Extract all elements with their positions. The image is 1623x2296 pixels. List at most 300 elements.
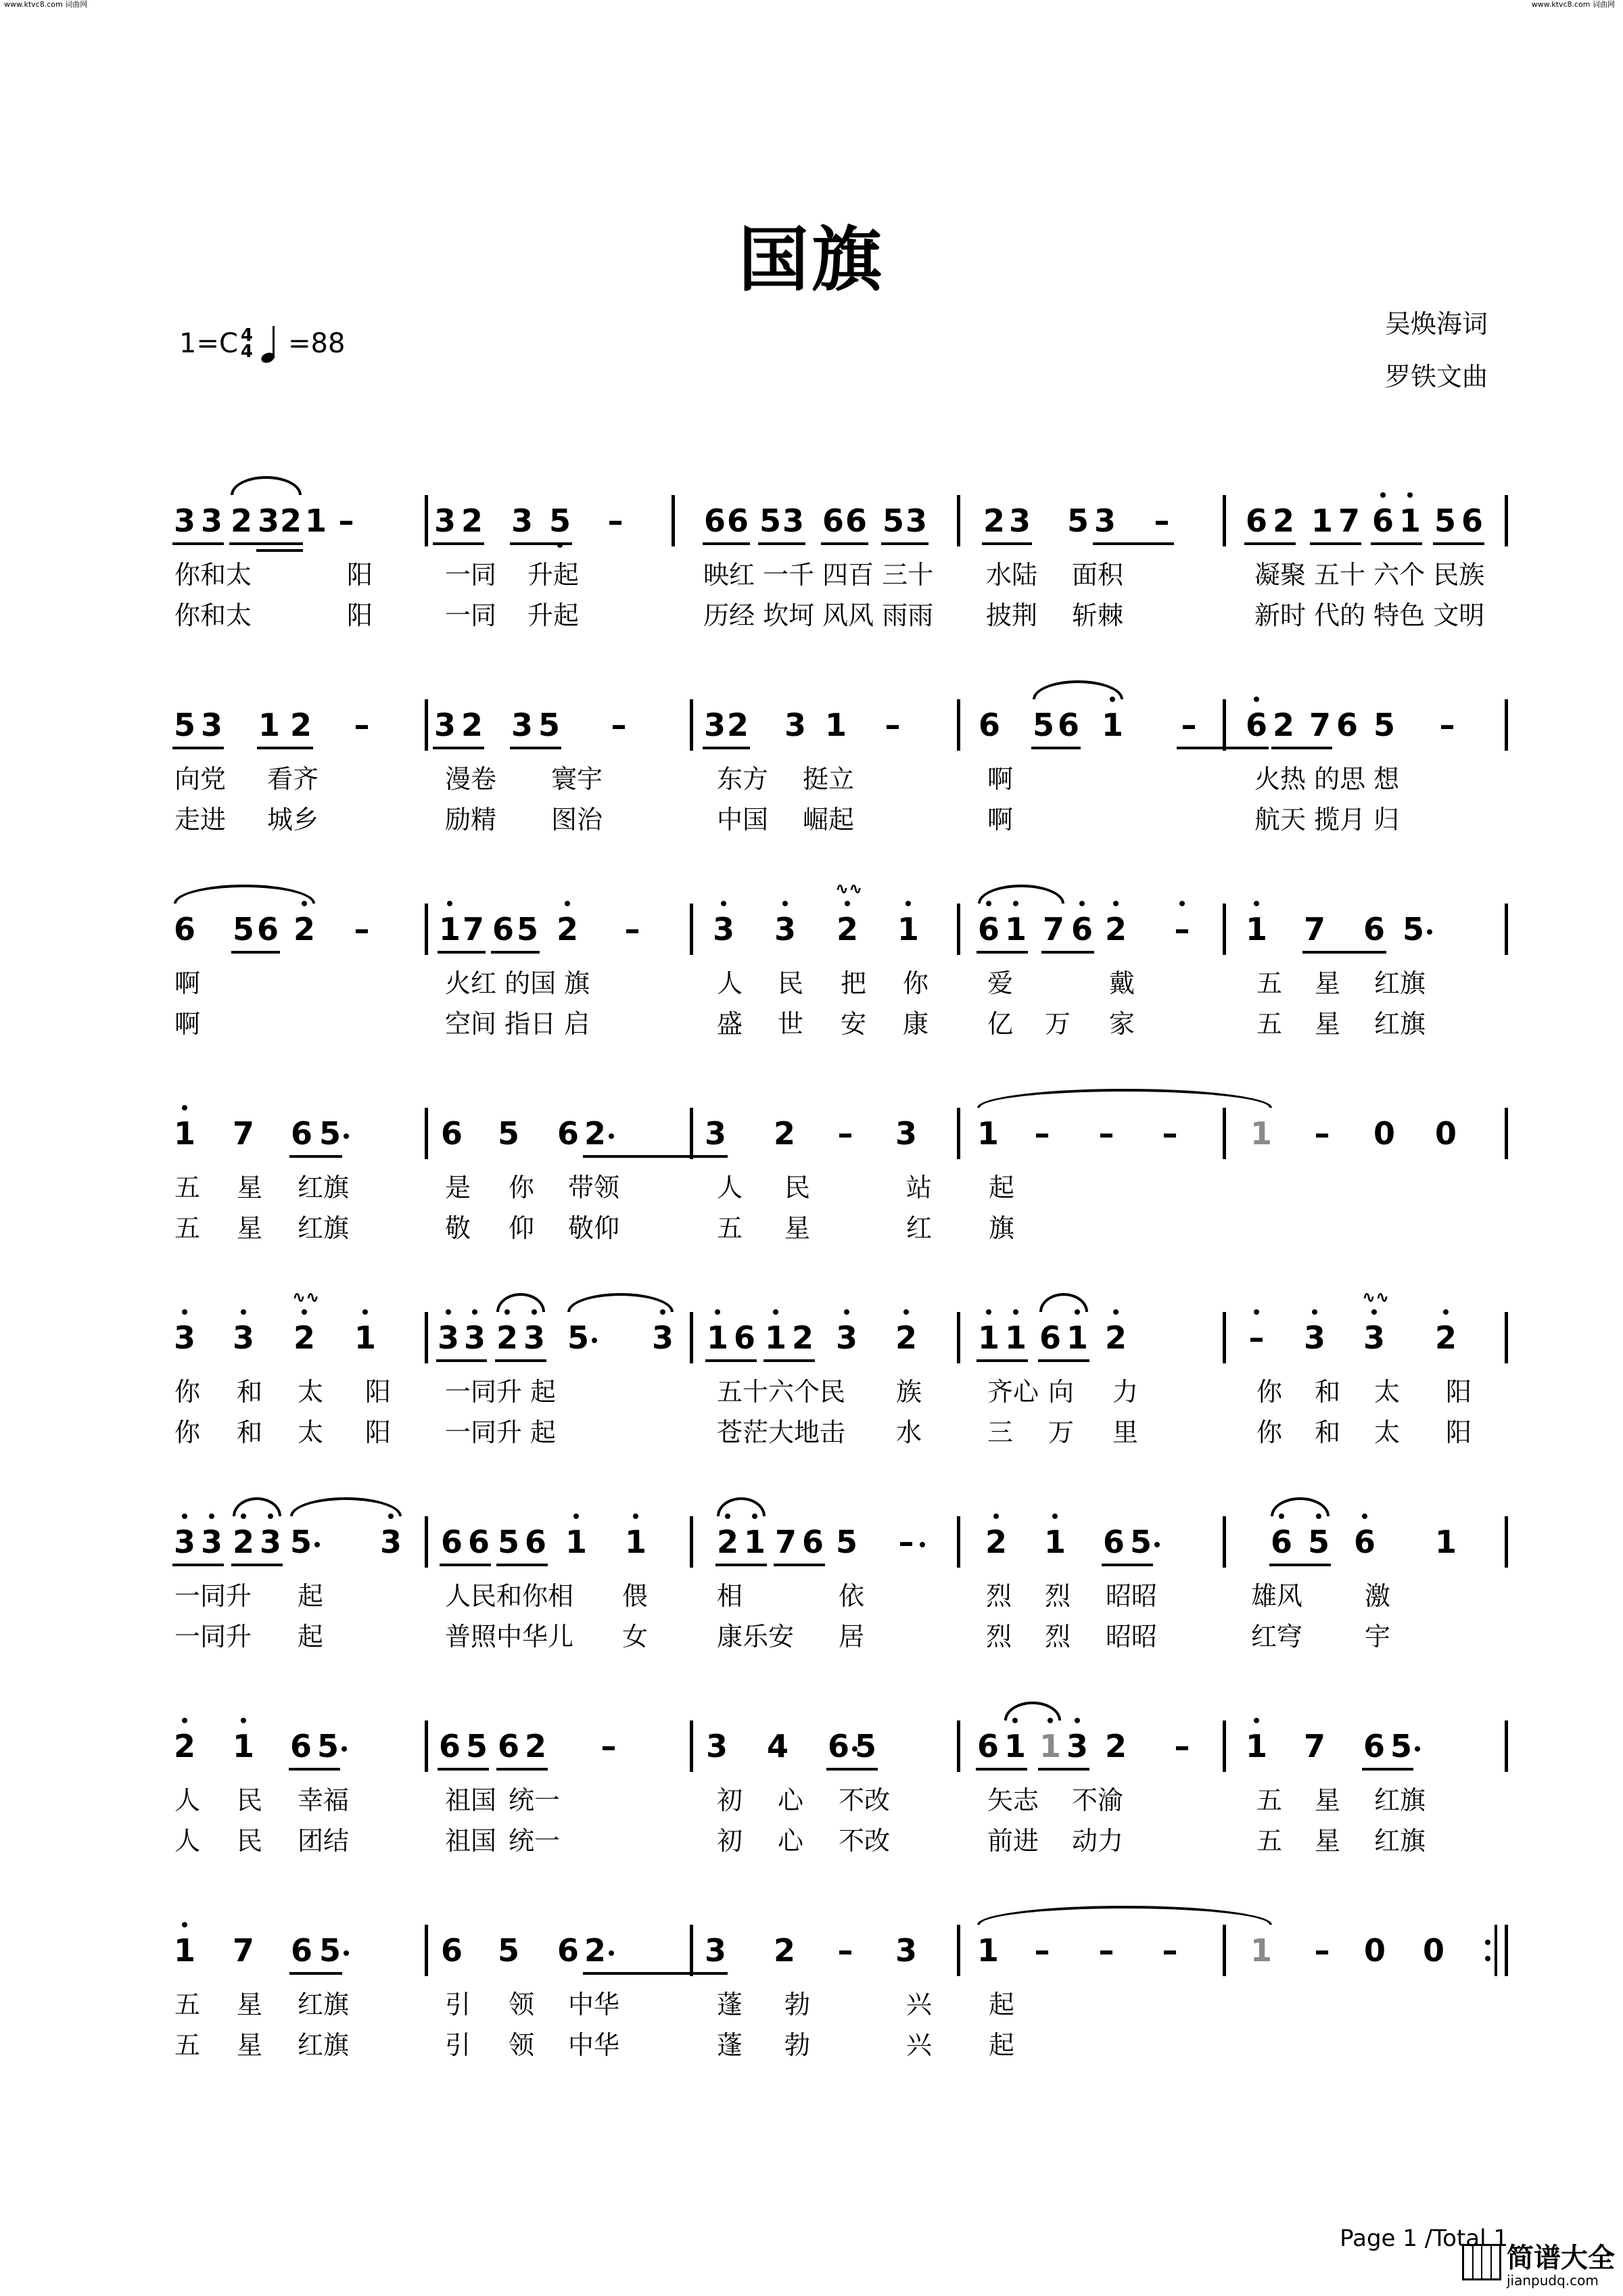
key-signature: [179, 325, 345, 362]
barline: [1505, 1720, 1508, 1772]
mordent-icon: ∿∿: [292, 1288, 320, 1307]
lyric: 你: [1256, 1377, 1283, 1407]
lyric: 不改: [839, 1785, 891, 1815]
beam-underline: [440, 1564, 491, 1566]
barline: [1505, 699, 1508, 751]
beam-underline: [433, 747, 484, 749]
lyric: 普照中华儿: [445, 1622, 574, 1651]
lyric: 领: [509, 2030, 535, 2060]
beam-underline: [495, 1359, 546, 1362]
beam-underline: [496, 1564, 548, 1566]
lyric: 五: [174, 1990, 201, 2019]
barline: [690, 1925, 693, 1976]
barline: [1505, 1312, 1508, 1363]
beam-underline: [977, 1359, 1028, 1362]
lyric: 五: [174, 2030, 201, 2060]
lyric: 励精: [445, 805, 497, 835]
note: –: [1314, 1115, 1330, 1152]
beam-underline: [289, 1155, 342, 1158]
note: 2: [230, 502, 252, 539]
beam-underline: [1244, 542, 1296, 545]
lyric: 领: [509, 1990, 535, 2019]
piano-keys-icon: [1462, 2244, 1501, 2280]
barline: [425, 904, 428, 955]
note: 3: [172, 1317, 197, 1358]
note: –: [338, 502, 354, 539]
lyric: 统一: [509, 1785, 561, 1815]
note: 5: [759, 502, 781, 539]
note: 1: [353, 1317, 377, 1358]
note: 3: [433, 707, 456, 743]
lyric: 星: [237, 1213, 263, 1243]
note: 6: [826, 1726, 851, 1766]
note: 5: [318, 1930, 342, 1971]
note: 6: [1269, 1522, 1294, 1562]
note: 1: [1398, 500, 1422, 541]
barline: [425, 495, 428, 546]
lyric: 向: [1048, 1377, 1075, 1407]
lyric: 你: [1256, 1418, 1283, 1447]
score-row: [0, 502, 1623, 724]
note: 3: [704, 1115, 726, 1152]
lyric: 戴: [1109, 968, 1135, 998]
beam-underline: [438, 951, 486, 954]
note: 1: [977, 1115, 999, 1152]
lyric: 和: [237, 1418, 263, 1447]
note: 2: [894, 1317, 918, 1358]
beam-underline: [436, 1359, 487, 1362]
lyric: 站: [906, 1173, 933, 1202]
note: –: [837, 1932, 853, 1969]
note: 7: [1042, 911, 1064, 947]
lyric: 太: [298, 1377, 324, 1407]
lyric: 烈: [1045, 1622, 1071, 1651]
lyric: 初: [717, 1785, 743, 1815]
lyric: 你和太: [174, 560, 252, 590]
note: 3: [200, 707, 222, 743]
lyric: 漫卷: [445, 764, 497, 794]
lyric: 依: [839, 1581, 865, 1611]
beam-underline: [583, 1972, 728, 1975]
note: 2: [983, 502, 1005, 539]
lyric: 星: [1315, 1785, 1341, 1815]
note: 6: [438, 1728, 461, 1764]
note: 5: [882, 502, 904, 539]
lyric: 动力: [1072, 1826, 1124, 1856]
lyric: 新时 代的 特色 文明: [1254, 601, 1485, 630]
note: 1: [977, 1317, 1001, 1358]
note: 6: [256, 911, 279, 947]
beam-underline: [1310, 542, 1361, 545]
lyric: 昭昭: [1106, 1581, 1158, 1611]
beam-underline: [433, 542, 484, 545]
lyric: 民: [237, 1826, 263, 1856]
lyric: 敬: [445, 1213, 471, 1243]
lyric: 一同升: [445, 1377, 523, 1407]
mordent-icon: ∿∿: [835, 879, 863, 898]
lyric: 和: [1315, 1377, 1341, 1407]
lyric: 祖国: [445, 1826, 497, 1856]
note: –: [1098, 1115, 1114, 1152]
lyric: 蓬: [717, 1990, 743, 2019]
lyric: 引: [445, 1990, 471, 2019]
beam-underline: [1362, 1768, 1413, 1771]
beam-underline: [821, 542, 868, 545]
note: 7: [1303, 911, 1325, 947]
beam-underline: [257, 747, 313, 749]
note: 6: [1039, 1319, 1061, 1356]
lyric: 你: [509, 1173, 535, 1202]
note: 5: [1307, 1522, 1331, 1562]
note: 6: [733, 1319, 755, 1356]
lyric: 人: [717, 968, 743, 998]
note: 6: [497, 1728, 519, 1764]
lyric: 烈: [1045, 1581, 1071, 1611]
lyric: 一同升: [174, 1581, 252, 1611]
note: 3: [834, 1317, 859, 1358]
note: –: [1162, 1115, 1178, 1152]
barline: [1505, 904, 1508, 955]
note: –: [1244, 1317, 1269, 1358]
lyric: 康乐安: [717, 1622, 795, 1651]
beam-underline: [715, 1564, 767, 1566]
barline: [425, 1108, 428, 1159]
note: 3: [436, 1317, 461, 1358]
note: 3: [200, 502, 222, 539]
beam-underline: [229, 542, 303, 545]
logo-title: 简谱大全: [1507, 2243, 1615, 2274]
lyric: 人: [174, 1785, 201, 1815]
beam-underline: [256, 549, 303, 552]
lyric: 太: [298, 1418, 324, 1447]
note: 2: [773, 1932, 795, 1969]
note: 5: [289, 1522, 313, 1562]
note: 7: [1303, 1728, 1325, 1764]
beam-underline: [1031, 747, 1081, 749]
beam-underline: [289, 1768, 340, 1771]
time-signature: [241, 327, 253, 360]
note: 3: [1302, 1317, 1327, 1358]
note: 5: [1032, 707, 1054, 743]
lyric: 面积: [1072, 560, 1124, 590]
note: 2: [1104, 1317, 1128, 1358]
note: 1: [1250, 1115, 1272, 1152]
note: –: [1034, 1115, 1050, 1152]
lyric: 幸福: [298, 1785, 350, 1815]
barline: [1223, 699, 1226, 751]
barline: [690, 1108, 693, 1159]
note: 1: [231, 1726, 256, 1766]
note: 3: [895, 1932, 917, 1969]
lyric: 五: [174, 1213, 201, 1243]
lyric: 世: [778, 1009, 804, 1039]
beam-underline: [982, 542, 1032, 545]
lyric: 是: [445, 1173, 471, 1202]
note: 2: [524, 1728, 546, 1764]
note: 3: [703, 707, 726, 743]
lyric: 东方: [717, 764, 769, 794]
beam-underline: [774, 1564, 825, 1566]
lyric: 民: [784, 1173, 811, 1202]
beam-underline: [703, 747, 750, 749]
note: 5: [316, 1726, 340, 1766]
note: 6: [467, 1524, 490, 1560]
lyric: 统一: [509, 1826, 561, 1856]
barline: [957, 1925, 960, 1976]
beam-underline: [705, 1359, 757, 1362]
note: 6: [977, 1728, 999, 1764]
note: 1: [1311, 502, 1333, 539]
lyric: 力: [1112, 1377, 1139, 1407]
note: 5: [566, 1317, 590, 1358]
note: 5: [1401, 909, 1426, 950]
lyric: 红旗: [1374, 1009, 1426, 1039]
note: 2 ∿∿: [292, 1288, 320, 1356]
barline: [690, 699, 693, 751]
note: –: [1314, 1932, 1330, 1969]
beam-underline: [1041, 951, 1094, 954]
lyric: 阳: [347, 601, 373, 630]
note: –: [1439, 707, 1455, 743]
note: 5: [1129, 1522, 1153, 1562]
beam-underline: [826, 1768, 878, 1771]
note: 6: [557, 1932, 579, 1969]
note: –: [1174, 1728, 1190, 1764]
lyric: 航天 揽月 归: [1254, 805, 1400, 835]
lyric: 中华: [568, 2030, 620, 2060]
lyric: 初: [717, 1826, 743, 1856]
note: 2 ∿∿: [835, 879, 863, 947]
note: 3: [258, 1522, 283, 1562]
lyric: 矢志: [987, 1785, 1039, 1815]
lyric: 不渝: [1072, 1785, 1124, 1815]
note: 3: [1093, 502, 1116, 539]
note: –: [1170, 909, 1194, 950]
lyric: 起: [989, 2030, 1015, 2060]
lyric: 雄风: [1251, 1581, 1303, 1611]
note: 2: [583, 1113, 607, 1154]
lyric: 崛起: [803, 805, 855, 835]
logo-url: jianpudq.com: [1507, 2272, 1599, 2289]
quarter-note-icon: [261, 325, 284, 362]
note: –: [354, 911, 370, 947]
note: 1: [1003, 1726, 1027, 1766]
lyric: 昭昭: [1106, 1622, 1158, 1651]
lyric: 五: [1256, 1009, 1283, 1039]
note: 3: [173, 502, 195, 539]
lyric: 红旗: [1374, 1785, 1426, 1815]
note: 1: [1100, 705, 1125, 745]
note: 1: [705, 1317, 730, 1358]
note: 2: [583, 1930, 607, 1971]
barline: [957, 1516, 960, 1568]
note: 5: [548, 500, 572, 541]
beam-underline: [758, 542, 805, 545]
beam-underline: [583, 1155, 728, 1158]
lyric: 升起: [527, 601, 580, 630]
lyric: 五: [1256, 968, 1283, 998]
lyric: 团结: [298, 1826, 350, 1856]
note: 7: [774, 1524, 797, 1560]
beam-underline: [438, 1768, 489, 1771]
note: 6: [557, 1115, 579, 1152]
beam-underline: [1093, 542, 1174, 545]
beam-underline: [1038, 1768, 1089, 1771]
note: 2: [773, 1115, 795, 1152]
note: 5: [232, 911, 254, 947]
note: –: [1154, 502, 1170, 539]
note: –: [894, 1522, 918, 1562]
note: –: [601, 1728, 617, 1764]
header-left: www.ktvc8.com 词曲网: [4, 0, 88, 9]
lyric: 康: [903, 1009, 929, 1039]
lyric: 图治: [551, 805, 603, 835]
barline: [1223, 1720, 1226, 1772]
beam-underline: [1269, 1564, 1331, 1566]
lyric: 安: [841, 1009, 867, 1039]
note: 2: [984, 1522, 1008, 1562]
beam-underline: [496, 1768, 548, 1771]
lyric: 向党: [174, 764, 227, 794]
note: 5: [497, 1115, 519, 1152]
barline: [690, 1516, 693, 1568]
lyric: 五: [717, 1213, 743, 1243]
barline: [690, 1312, 693, 1363]
note: 5: [835, 1524, 857, 1560]
lyric: 人: [717, 1173, 743, 1202]
note: –: [624, 911, 640, 947]
note: 3: [511, 707, 533, 743]
note: 2: [1434, 1317, 1458, 1358]
note: 7: [462, 911, 484, 947]
note: 1: [1004, 1317, 1028, 1358]
lyric: 太: [1374, 1418, 1401, 1447]
lyric: 起: [530, 1418, 557, 1447]
note: 7: [1338, 502, 1360, 539]
note: 1: [1434, 1524, 1457, 1560]
note: 6: [845, 502, 867, 539]
lyric: 斩棘: [1072, 601, 1124, 630]
time-top: 4: [240, 325, 253, 346]
note: 6: [440, 1524, 463, 1560]
lyric: 阳: [365, 1377, 392, 1407]
song-title: 国旗: [738, 218, 885, 301]
note: 6: [1363, 1728, 1385, 1764]
note: 6: [173, 911, 195, 947]
note: 5: [497, 1524, 519, 1560]
header-right: www.ktvc8.com 词曲网: [1531, 0, 1615, 9]
note: 1: [624, 1522, 648, 1562]
lyric: 中华: [568, 1990, 620, 2019]
lyric: 挺立: [803, 764, 855, 794]
lyric: 爱: [987, 968, 1014, 998]
beam-underline: [510, 747, 561, 749]
note: 1: [172, 1930, 197, 1971]
barline: [690, 1720, 693, 1772]
note: 2: [461, 502, 483, 539]
lyric: 中国: [717, 805, 769, 835]
note: 2: [172, 1726, 197, 1766]
lyric: 万: [1045, 1009, 1071, 1039]
note: 2: [292, 909, 316, 950]
barline: [425, 699, 428, 751]
barline: [957, 904, 960, 955]
lyric: 蓬: [717, 2030, 743, 2060]
lyric: 披荆: [986, 601, 1038, 630]
note: 3 ∿∿: [1362, 1288, 1390, 1356]
note: 6: [1336, 707, 1358, 743]
lyric: 偎: [622, 1581, 649, 1611]
score-row: [0, 1728, 1623, 1949]
note: 2: [289, 707, 312, 743]
note: 0: [1363, 1932, 1386, 1969]
note: 5: [1066, 502, 1089, 539]
note: 3: [522, 1317, 546, 1358]
lyric: 烈: [986, 1581, 1012, 1611]
barline: [957, 699, 960, 751]
note: 4: [766, 1728, 789, 1764]
lyric: 一同: [445, 601, 497, 630]
note: 6: [978, 707, 1000, 743]
lyric: 烈: [986, 1622, 1012, 1651]
note: 2: [791, 1319, 814, 1356]
note: 3: [433, 502, 456, 539]
note: 3: [463, 1317, 487, 1358]
lyric: 啊: [987, 764, 1014, 794]
lyric: 阳: [1446, 1377, 1472, 1407]
lyric: 看齐: [267, 764, 319, 794]
lyric: 五十六个民: [717, 1377, 846, 1407]
beam-underline: [1102, 1564, 1153, 1566]
lyric: 一同升: [445, 1418, 523, 1447]
note: 1: [258, 707, 280, 743]
note: 2: [555, 909, 580, 950]
note: 6: [1057, 707, 1079, 743]
lyric: 引: [445, 2030, 471, 2060]
note: 2: [231, 1522, 256, 1562]
note: 2: [1104, 1728, 1127, 1764]
note: 6: [492, 911, 514, 947]
lyric: 一同: [445, 560, 497, 590]
beam-underline: [172, 1564, 224, 1566]
note: –: [885, 707, 901, 743]
note: 5: [538, 707, 560, 743]
note: 5: [465, 1728, 488, 1764]
barline: [1223, 1516, 1226, 1568]
tempo: =88: [288, 328, 346, 359]
note: 1: [1250, 1932, 1272, 1969]
lyric: 苍茫大地击: [717, 1418, 846, 1447]
barline: [1223, 1108, 1226, 1159]
beam-underline: [881, 542, 928, 545]
lyric: 星: [237, 2030, 263, 2060]
lyric: 红旗: [1374, 1826, 1426, 1856]
lyric: 带领: [568, 1173, 620, 1202]
barline: [1223, 495, 1226, 546]
note: 3: [257, 502, 279, 539]
barline: [1223, 904, 1226, 955]
lyric: 啊: [174, 968, 201, 998]
lyric: 民: [778, 968, 804, 998]
note: 7: [232, 1932, 254, 1969]
note: 3: [905, 502, 927, 539]
barline: [1223, 1925, 1226, 1976]
note: 3: [704, 1932, 726, 1969]
note: 6: [822, 502, 844, 539]
note: 6: [524, 1524, 546, 1560]
lyric: 啊: [987, 805, 1014, 835]
beam-underline: [1302, 951, 1386, 954]
